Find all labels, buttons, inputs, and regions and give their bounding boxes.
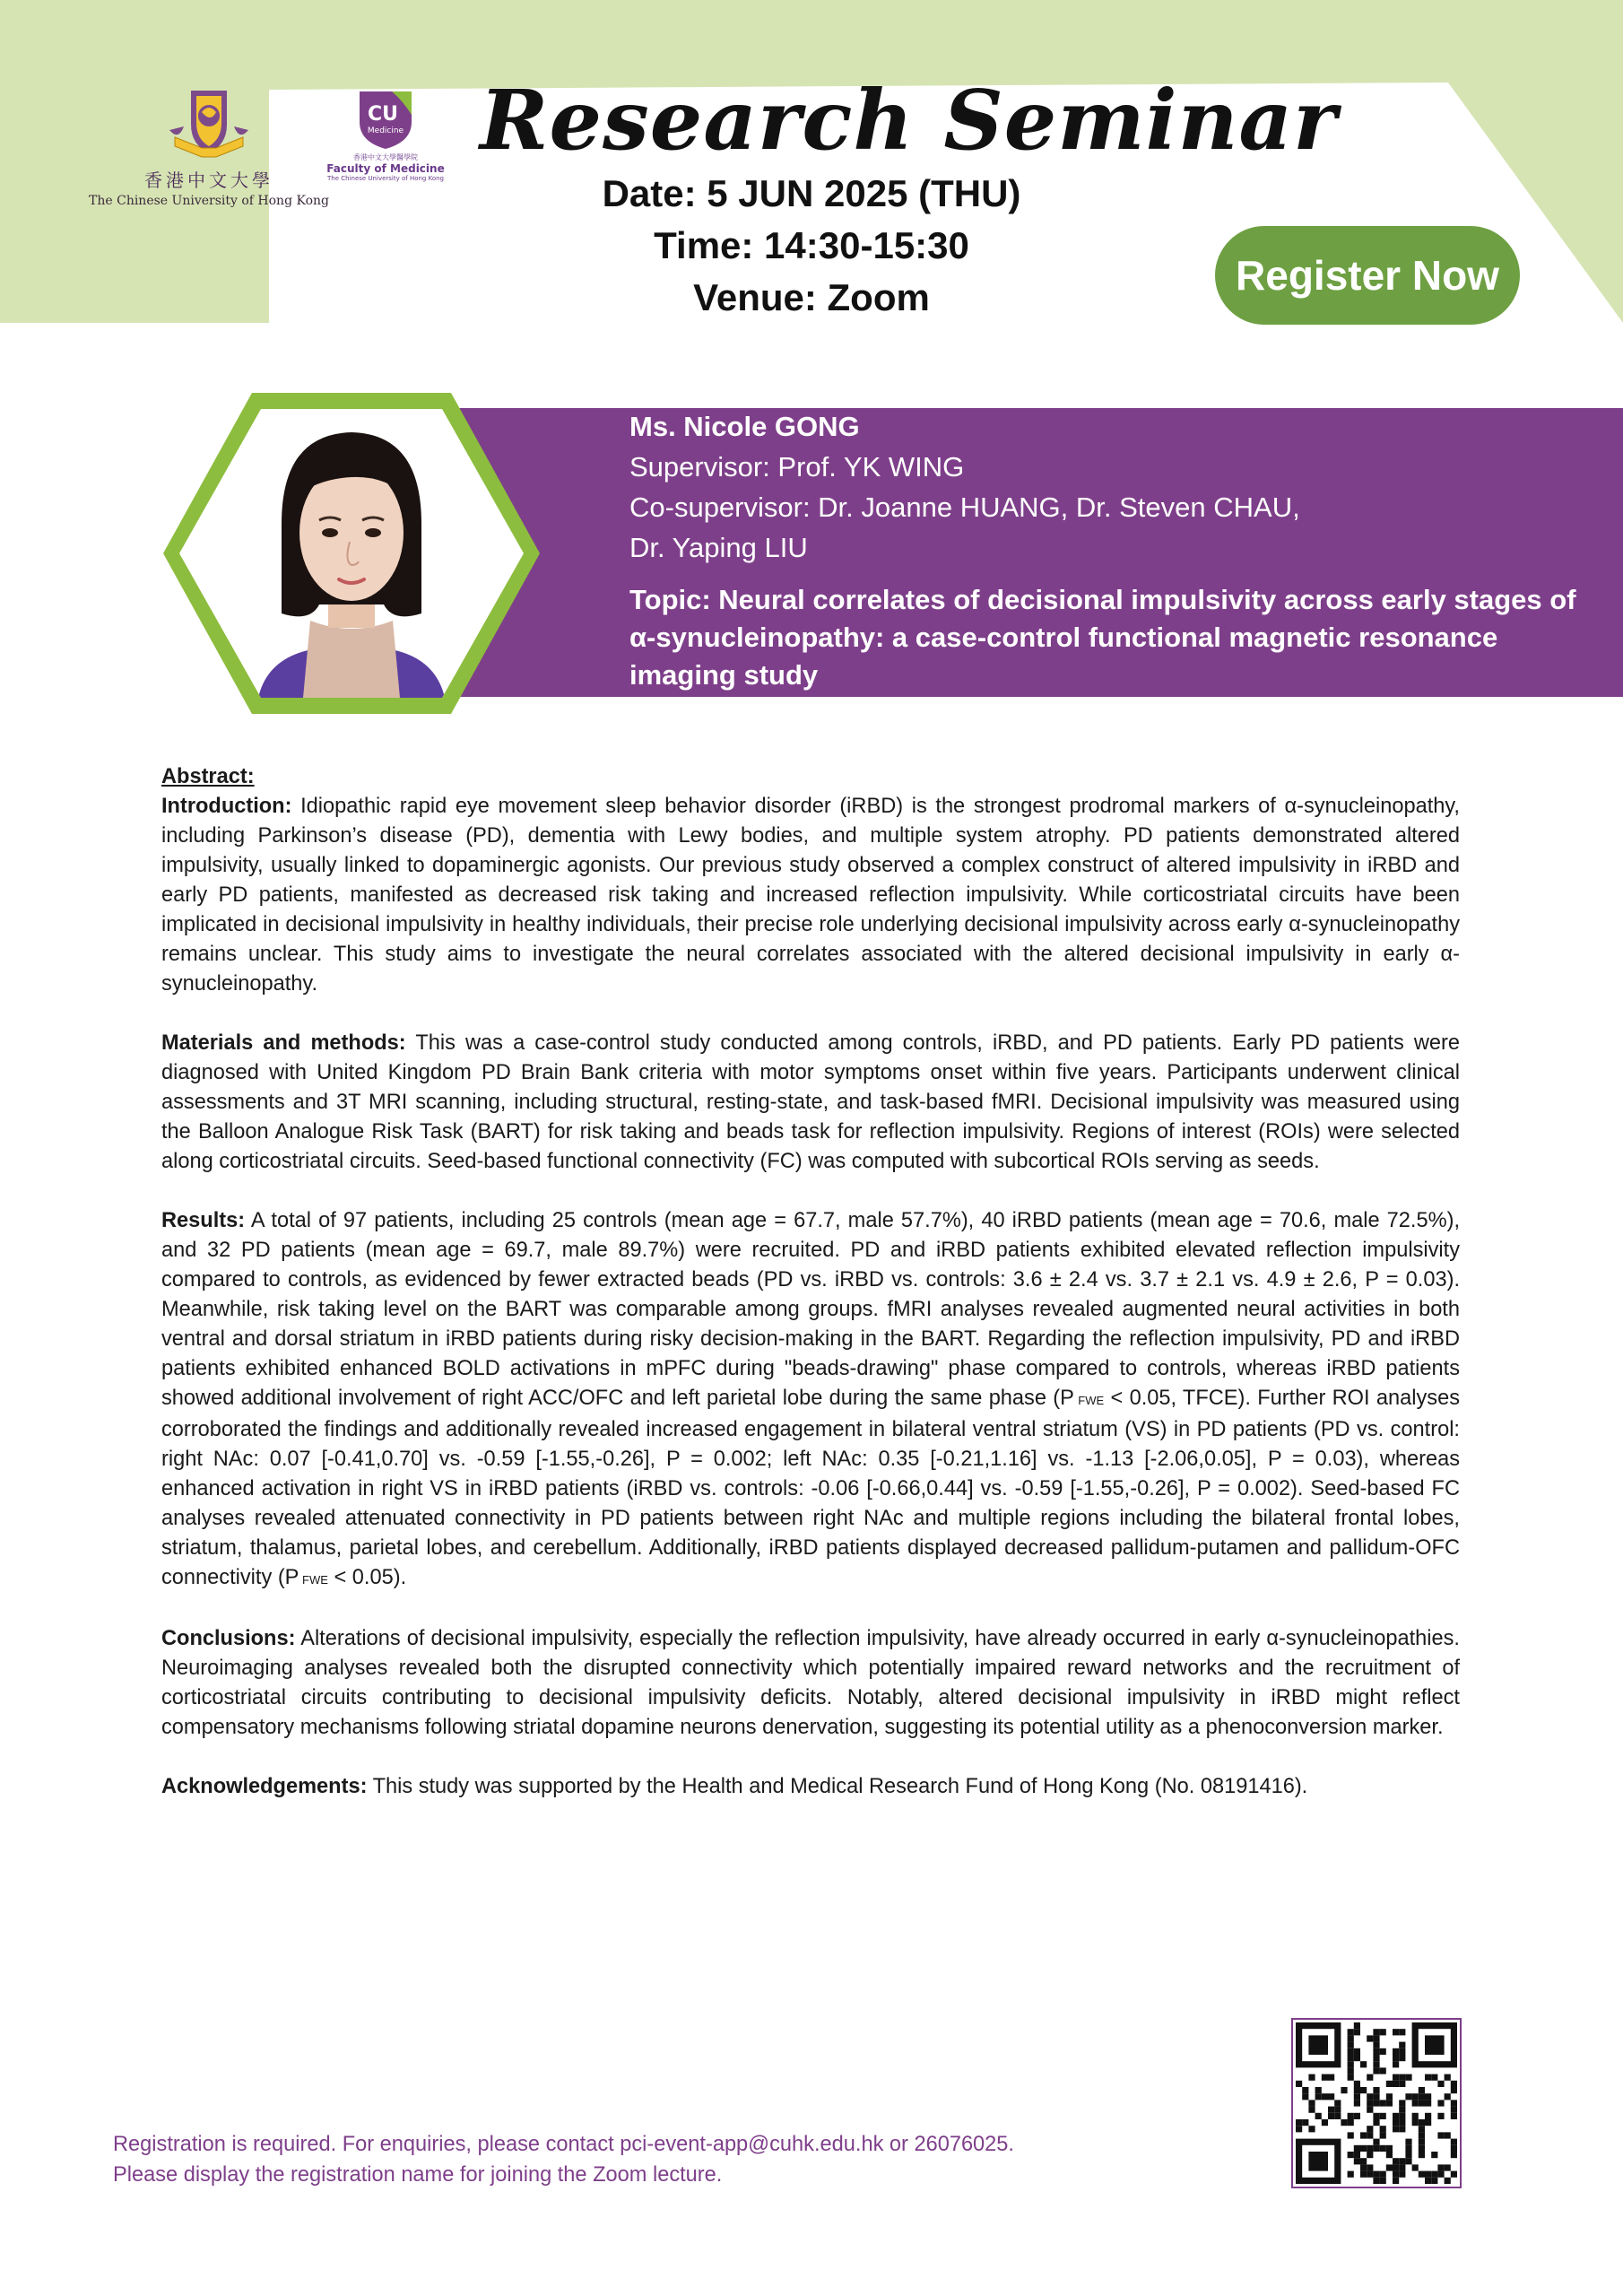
faculty-chinese-name: 香港中文大學醫學院 — [353, 153, 418, 161]
seminar-title: Research Seminar — [480, 72, 1338, 169]
abstract-conclusions — [161, 1624, 1460, 1743]
speaker-cosupervisor: Co-supervisor: Dr. Joanne HUANG, Dr. Steven CHAU, — [629, 491, 1300, 523]
acknowledgements-title: Acknowledgements: — [161, 1775, 368, 1798]
results-title: Results: — [161, 1209, 246, 1232]
footer-zoom-note: Please display the registration name for joining the Zoom lecture. — [113, 2163, 723, 2187]
abstract-acknowledgements — [161, 1772, 1460, 1802]
abstract-results — [161, 1206, 1460, 1595]
abstract-heading: Abstract: — [161, 765, 255, 788]
seminar-time: Time: 14:30-15:30 — [654, 224, 969, 266]
seminar-venue: Venue: Zoom — [693, 276, 930, 318]
faculty-english-name: Faculty of Medicine — [326, 162, 445, 175]
speaker-supervisor: Supervisor: Prof. YK WING — [629, 451, 965, 483]
conclusions-text: Alterations of decisional impulsivity, especially the reflection impulsivity, have already occurred in early α-synucleinopathies. Neuroimaging analyses revealed both the disrupted connectivity which potentially impaired reward networks and the recruitment of corticostriatal circuits contributing to decisional impulsivity deficits. Notably, altered decisional impulsivity in iRBD might reflect compensatory mechanisms following striatal dopamine neurons denervation, suggesting its potential utility as a phenoconversion marker. — [161, 1627, 1460, 1739]
cuhk-logo — [79, 85, 339, 211]
med-badge-text: CU — [367, 103, 399, 126]
footer-registration-note: Registration is required. For enquiries, please contact pci-event-app@cuhk.edu.hk or 26076025. — [113, 2133, 1014, 2156]
cuhk-crest-icon — [166, 85, 252, 164]
seminar-topic: Topic: Neural correlates of decisional impulsivity across early stages of α-synucleinopathy: a case-control functional magnetic resonance imaging study — [629, 584, 1576, 691]
abstract-section — [161, 762, 1460, 1802]
cu-medicine-shield-icon — [356, 88, 415, 151]
results-text-end: < 0.05). — [327, 1566, 407, 1589]
results-text: A total of 97 patients, including 25 controls (mean age = 67.7, male 57.7%), 40 iRBD patients (mean age = 70.6, male 72.5%), and 32 PD patients (mean age = 69.7, male 89.7%) were recruited. PD and iRBD patients exhibited elevated reflection impulsivity compared to controls, as evidenced by fewer extracted beads (PD vs. iRBD vs. controls: 3.6 ± 2.4 vs. 3.7 ± 2.1 vs. 4.9 ± 2.6, P = 0.03). Meanwhile, risk taking level on the BART was comparable among groups. fMRI analyses revealed augmented neural activities in both ventral and dorsal striatum in iRBD patients during risky decision-making in the BART. Regarding the reflection impulsivity, PD and iRBD patients exhibited enhanced BOLD activations in mPFC during "beads-drawing" phase compared to controls, whereas iRBD patients showed additional involvement of right ACC/OFC and left parietal lobe during the same phase (P — [161, 1209, 1460, 1410]
results-text-continued: < 0.05, TFCE). Further ROI analyses corroborated the findings and additionally revealed increased engagement in bilateral ventral striatum (VS) in PD patients (PD vs. control: right NAc: 0.07 [-0.41,0.70] vs. -0.59 [-1.55,-0.26], P = 0.002; left NAc: 0.35 [-0.21,1.16] vs. -1.13 [-2.06,0.05], P = 0.03), whereas enhanced activation in right VS in iRBD patients (iRBD vs. controls: -0.06 [-0.66,0.44] vs. -0.59 [-1.55,-0.26], P = 0.002). Seed-based FC analyses revealed attenuated connectivity in PD patients between right NAc and multiple regions including the bilateral frontal lobes, striatum, thalamus, parietal lobes, and cerebellum. Additionally, iRBD patients displayed decreased pallidum-putamen and pallidum-OFC connectivity (P — [161, 1387, 1461, 1589]
results-subscript: FWE — [1073, 1394, 1105, 1407]
med-badge-subtext: Medicine — [367, 126, 404, 135]
faculty-of-medicine-logo — [323, 88, 448, 182]
register-now-button[interactable]: Register Now — [1215, 226, 1520, 325]
introduction-title: Introduction: — [161, 795, 292, 818]
methods-title: Materials and methods: — [161, 1031, 406, 1055]
conclusions-title: Conclusions: — [161, 1627, 296, 1650]
seminar-date: Date: 5 JUN 2025 (THU) — [602, 172, 1021, 214]
acknowledgements-text: This study was supported by the Health and Medical Research Fund of Hong Kong (No. 08191416). — [367, 1775, 1308, 1798]
abstract-introduction — [161, 792, 1460, 999]
cuhk-english-name: The Chinese University of Hong Kong — [89, 194, 329, 208]
speaker-name: Ms. Nicole GONG — [629, 411, 860, 442]
cuhk-chinese-name: 香港中文大學 — [144, 170, 273, 191]
footer — [113, 2129, 1189, 2190]
speaker-photo — [160, 389, 543, 718]
abstract-methods — [161, 1029, 1460, 1177]
qr-code-icon[interactable] — [1291, 2018, 1462, 2188]
methods-text: This was a case-control study conducted among controls, iRBD, and PD patients. Early PD patients were diagnosed with United Kingdom PD Brain Bank criteria with motor symptoms onset within five years. Participants underwent clinical assessments and 3T MRI scanning, including structural, resting-state, and task-based fMRI. Decisional impulsivity was measured using the Balloon Analogue Risk Task (BART) for risk taking and beads task for reflection impulsivity. Regions of interest (ROIs) were selected along corticostriatal circuits. Seed-based functional connectivity (FC) was computed with subcortical ROIs serving as seeds. — [161, 1031, 1460, 1173]
introduction-text: Idiopathic rapid eye movement sleep behavior disorder (iRBD) is the strongest prodromal markers of α-synucleinopathy, including Parkinson’s disease (PD), dementia with Lewy bodies, and multiple system atrophy. PD patients demonstrated altered impulsivity, usually linked to dopaminergic agonists. Our previous study observed a complex construct of altered impulsivity in iRBD and early PD patients, manifested as decreased risk taking and increased reflection impulsivity. While corticostriatal circuits have been implicated in decisional impulsivity in healthy individuals, their precise role underlying decisional impulsivity across early α-synucleinopathy remains unclear. This study aims to investigate the neural correlates associated with the altered decisional impulsivity in early α-synucleinopathy. — [161, 795, 1460, 996]
results-subscript-2: FWE — [299, 1573, 328, 1587]
speaker-cosupervisor-continued: Dr. Yaping LIU — [629, 532, 808, 563]
faculty-university-name: The Chinese University of Hong Kong — [327, 175, 444, 182]
